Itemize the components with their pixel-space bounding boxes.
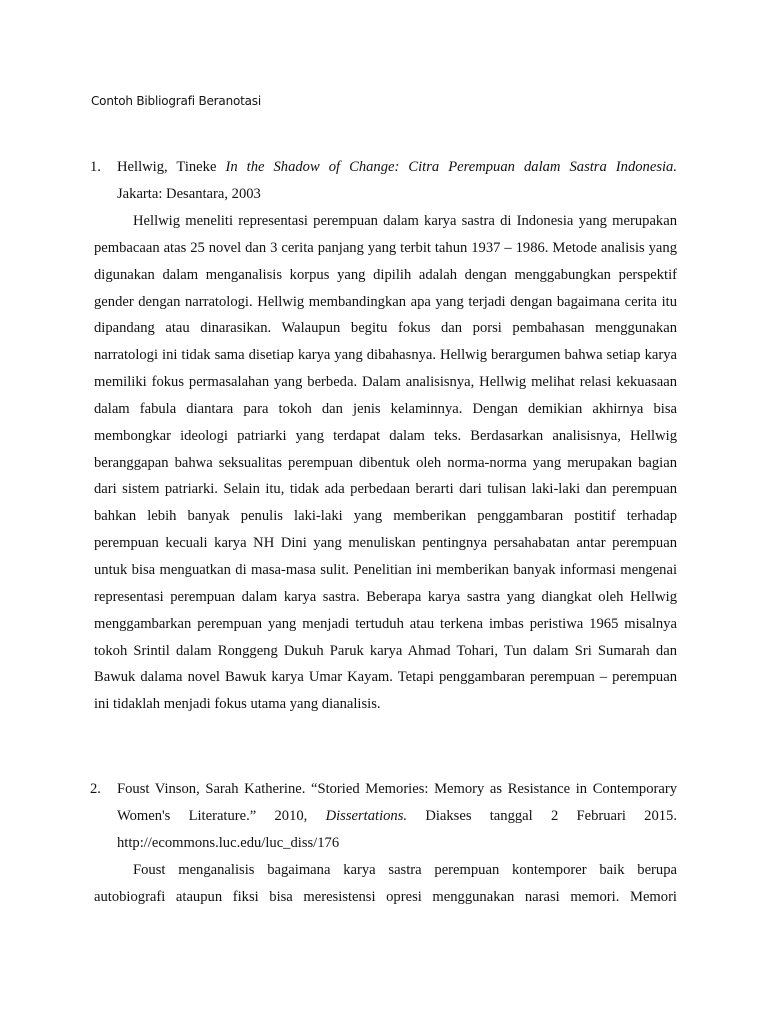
document-title: Contoh Bibliografi Beranotasi: [91, 94, 261, 108]
entry-citation-text: Foust Vinson, Sarah Katherine. “Storied Memories: Memory as Resistance in Contemporary Women's Literature.” 2010,: [117, 781, 677, 824]
bibliography-entry-1: [90, 154, 678, 208]
entry-author: Hellwig, Tineke: [117, 159, 217, 175]
entry-number: 2.: [90, 781, 101, 797]
entry-number: 1.: [90, 159, 101, 175]
entry-annotation: Foust menganalisis bagaimana karya sastra perempuan kontemporer baik berupa autobiografi ataupun fiksi bisa meresistensi opresi menggunakan narasi memori. Memori: [94, 862, 677, 905]
entry-citation: [117, 154, 677, 181]
entry-url: http://ecommons.luc.edu/luc_diss/176: [117, 834, 340, 851]
entry-access-note: Diakses tanggal 2 Februari 2015.: [425, 807, 678, 824]
bibliography-entry-2: [90, 776, 678, 857]
entry-annotation: Hellwig meneliti representasi perempuan dalam karya sastra di Indonesia yang merupakan pembacaan atas 25 novel dan 3 cerita panjang yang terbit tahun 1937 – 1986. Metode analisis yang digunakan dalam menganalisis korpus yang dipilih adalah dengan menggabungkan perspektif gender dengan narratologi. Hellwig membandingkan apa yang terjadi dengan bagaimana cerita itu dipandang atau dinarasikan. Walaupun begitu fokus dan porsi pembahasan menggunakan narratologi ini tidak sama disetiap karya yang dibahasnya. Hellwig berargumen bahwa setiap karya memiliki fokus permasalahan yang berbeda. Dalam analisisnya, Hellwig melihat relasi kekuasaan dalam fabula diantara para tokoh dan jenis kelaminnya. Dengan demikian akhirnya bisa membongkar ideologi patriarki yang terdapat dalam teks. Berdasarkan analisisnya, Hellwig beranggapan bahwa seksualitas perempuan dibentuk oleh norma-norma yang merupakan bagian dari sistem patriarki. Selain itu, tidak ada perbedaan berarti dari tulisan laki-laki dan perempuan bahkan lebih banyak penulis laki-laki yang memberikan penggambaran postitif terhadap perempuan kecuali karya NH Dini yang menuliskan pentingnya persahabatan antar perempuan untuk bisa menguatkan di masa-masa sulit. Penelitian ini memberikan banyak informasi mengenai representasi perempuan dalam karya sastra. Beberapa karya sastra yang diangkat oleh Hellwig menggambarkan perempuan yang menjadi tertuduh atau terkena imbas peristiwa 1965 misalnya tokoh Srintil dalam Ronggeng Dukuh Paruk karya Ahmad Tohari, Tun dalam Sri Sumarah dan Bawuk dalama novel Bawuk karya Umar Kayam. Tetapi penggambaran perempuan – perempuan ini tidaklah menjadi fokus utama yang dianalisis.: [94, 213, 677, 713]
entry-book-title: In the Shadow of Change: Citra Perempuan dalam Sastra Indonesia.: [225, 159, 678, 175]
entry-source-title: Dissertations.: [325, 807, 408, 824]
entry-citation: [117, 776, 677, 830]
entry-publication: Jakarta: Desantara, 2003: [117, 185, 261, 202]
